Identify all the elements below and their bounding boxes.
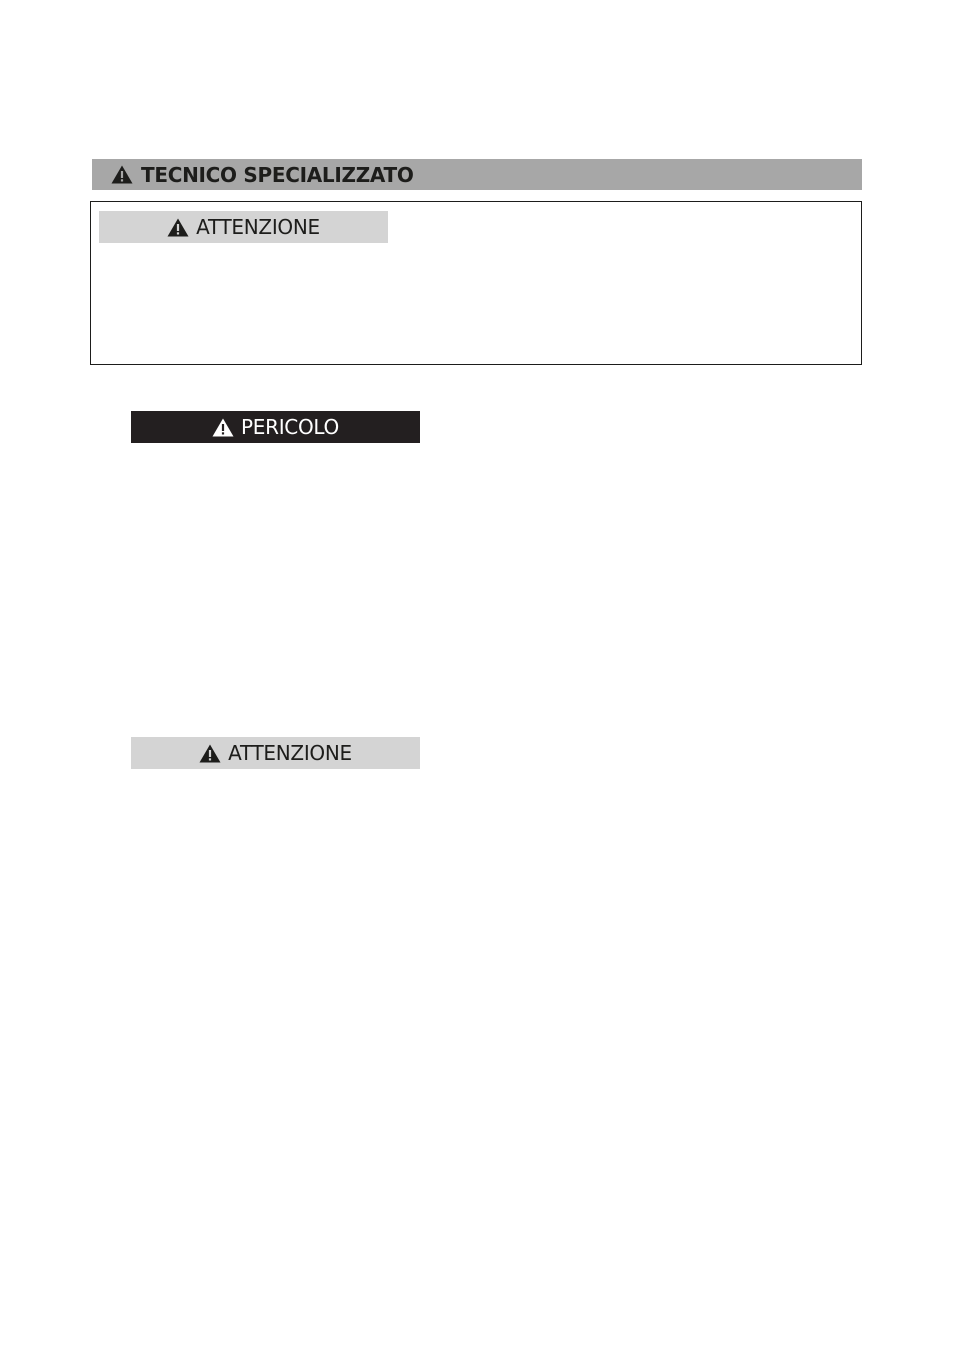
caution-label-text: ATTENZIONE <box>228 741 352 765</box>
warning-triangle-icon <box>199 744 221 763</box>
notice-box <box>90 201 862 365</box>
danger-label <box>131 411 420 443</box>
warning-triangle-icon <box>212 418 234 437</box>
warning-triangle-icon <box>167 218 189 237</box>
banner-title: TECNICO SPECIALIZZATO <box>141 162 414 187</box>
warning-triangle-icon <box>111 165 133 184</box>
caution-label-text: ATTENZIONE <box>196 215 320 239</box>
caution-label <box>99 211 388 243</box>
qualification-banner <box>92 159 862 190</box>
danger-label-text: PERICOLO <box>241 415 339 439</box>
caution-label <box>131 737 420 769</box>
